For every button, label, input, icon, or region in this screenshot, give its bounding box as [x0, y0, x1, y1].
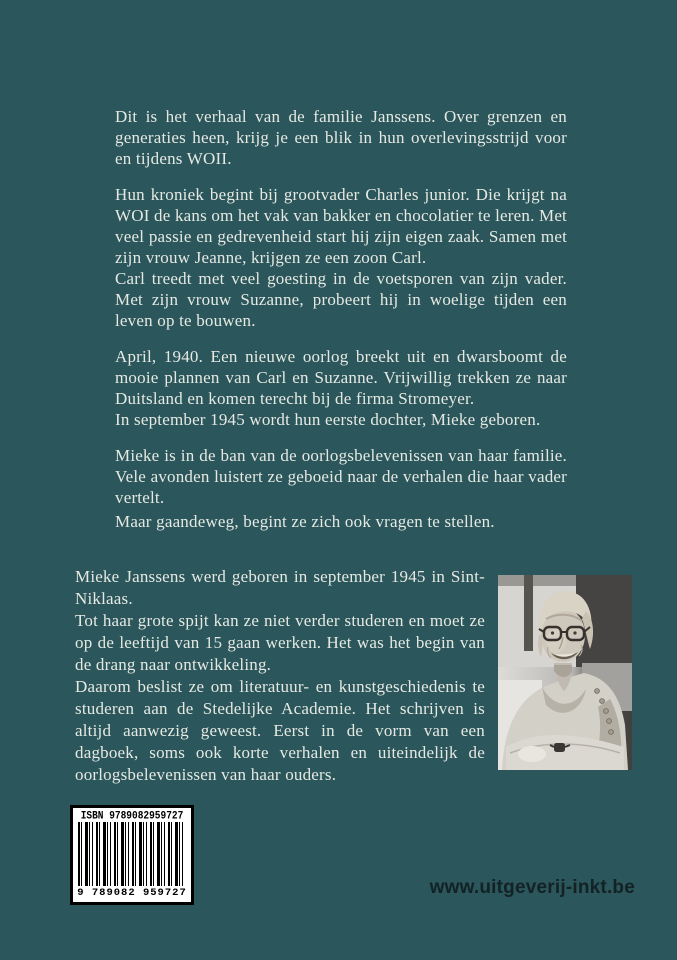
synopsis-paragraph: Maar gaandeweg, begint ze zich ook vragen te stellen. — [115, 512, 495, 531]
isbn-barcode — [70, 805, 194, 905]
synopsis-paragraph: Hun kroniek begint bij grootvader Charles junior. Die krijgt na WOI de kans om het vak van bakker en chocolatier te leren. Met veel passie en gedrevenheid start hij zijn eigen zaak. Samen met zijn vrouw Jeanne, krijgen ze een zoon Carl. — [115, 185, 567, 267]
publisher-website-url: www.uitgeverij-inkt.be — [429, 877, 635, 898]
synopsis-group — [115, 445, 567, 532]
synopsis-paragraph: Dit is het verhaal van de familie Janssens. Over grenzen en generaties heen, krijg je een blik in hun overlevingsstrijd voor en tijdens WOII. — [115, 107, 567, 168]
barcode-bars — [78, 822, 186, 886]
bio-paragraph: Mieke Janssens werd geboren in september 1945 in Sint-Niklaas. — [75, 567, 485, 608]
synopsis-section — [115, 106, 567, 532]
synopsis-group — [115, 184, 567, 331]
barcode-digits: 9 789082 959727 — [77, 887, 187, 899]
synopsis-group — [115, 346, 567, 430]
isbn-label: ISBN 9789082959727 — [80, 809, 184, 822]
synopsis-paragraph: Mieke is in de ban van de oorlogsbelevenissen van haar familie. Vele avonden luistert ze geboeid naar de verhalen die haar vader vertelt. — [115, 446, 567, 507]
bio-paragraph: Daarom beslist ze om literatuur- en kunstgeschiedenis te studeren aan de Stedelijke Academie. Het schrijven is altijd aanwezig geweest. Eerst in de vorm van een dagboek, soms ook korte verhalen en uiteindelijk de oorlogsbelevenissen van haar ouders. — [75, 677, 485, 784]
author-photo — [498, 575, 632, 770]
synopsis-group — [115, 106, 567, 169]
synopsis-paragraph: April, 1940. Een nieuwe oorlog breekt uit en dwarsboomt de mooie plannen van Carl en Suzanne. Vrijwillig trekken ze naar Duitsland en komen terecht bij de firma Stromeyer. — [115, 347, 567, 408]
synopsis-paragraph: In september 1945 wordt hun eerste dochter, Mieke geboren. — [115, 410, 541, 429]
bio-paragraph: Tot haar grote spijt kan ze niet verder studeren en moet ze op de leeftijd van 15 gaan werken. Het was het begin van de drang naar ontwikkeling. — [75, 611, 485, 674]
author-bio-section — [75, 566, 485, 786]
synopsis-paragraph: Carl treedt met veel goesting in de voetsporen van zijn vader. Met zijn vrouw Suzanne, probeert hij in woelige tijden een leven op te bouwen. — [115, 269, 567, 330]
